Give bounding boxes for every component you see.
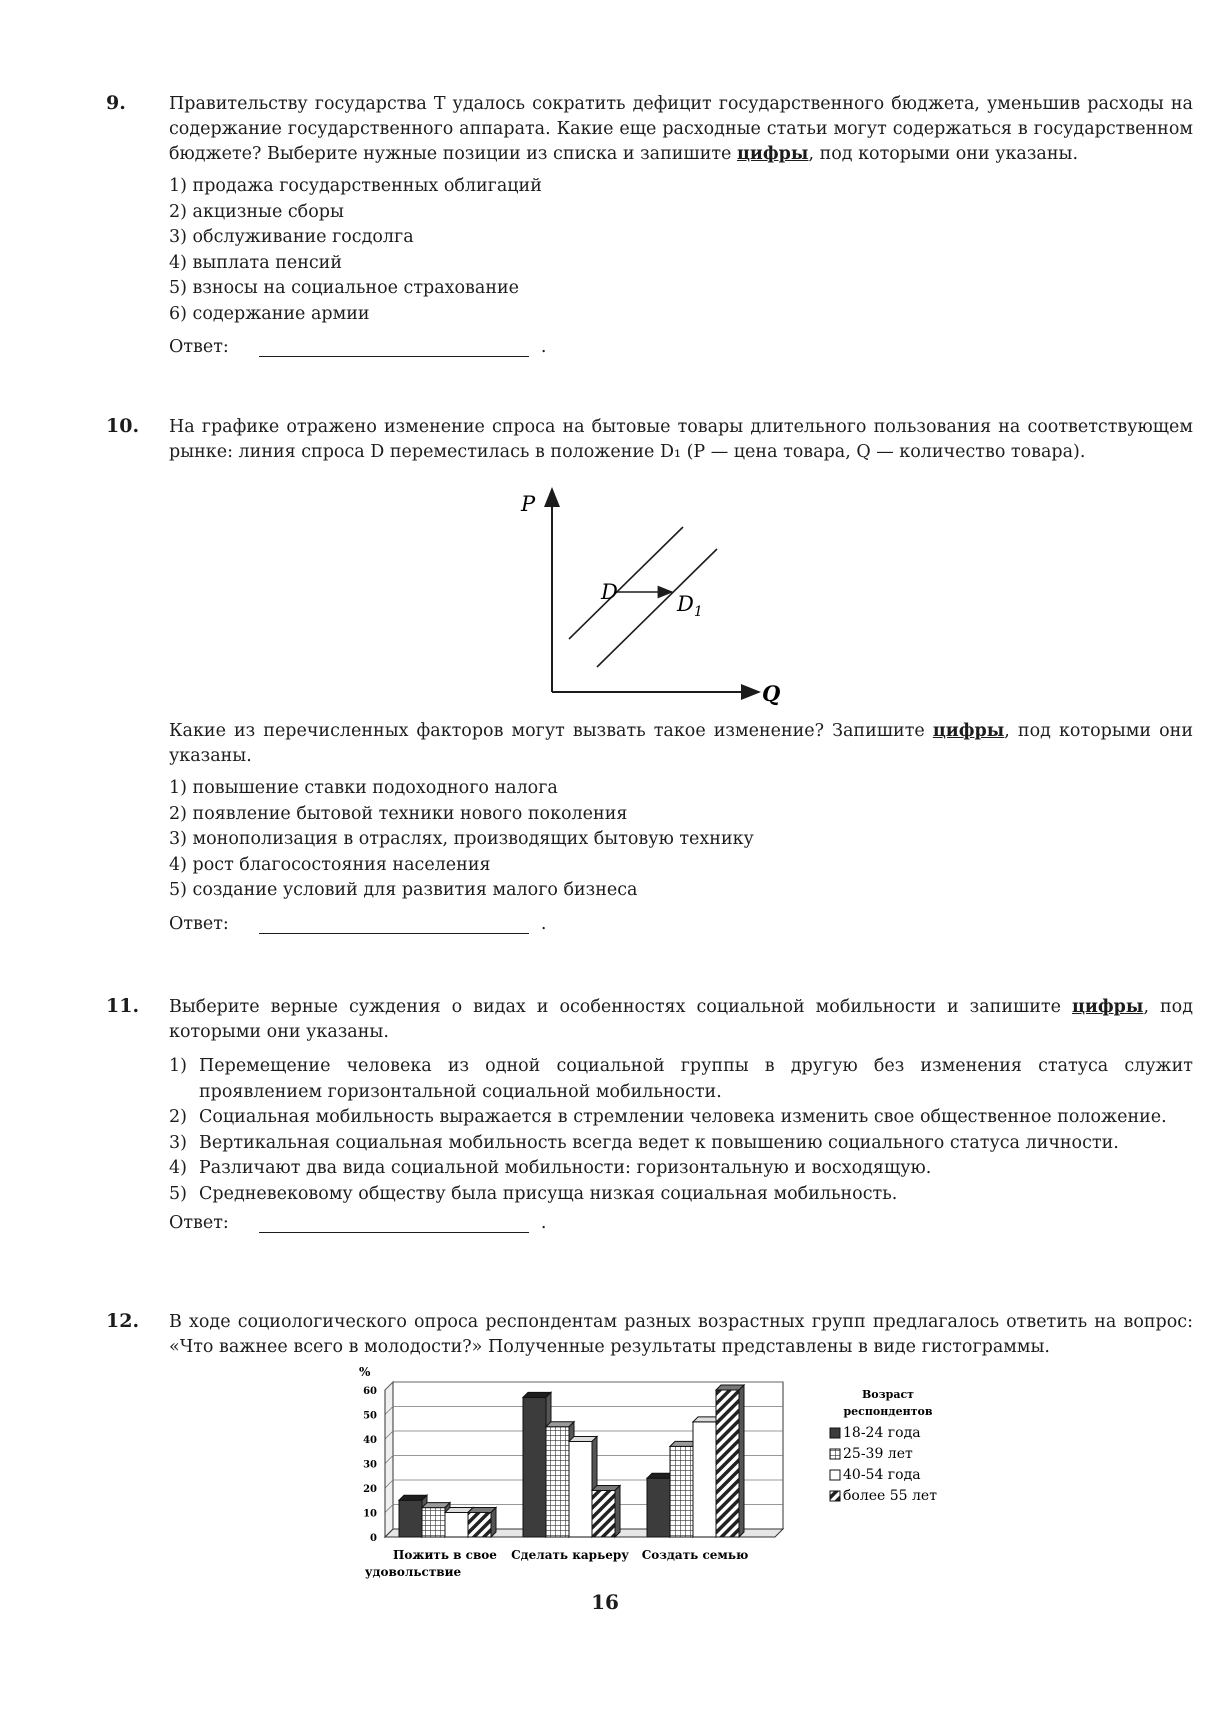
y-tick-label: 10 (363, 1508, 377, 1520)
legend-swatch (830, 1470, 840, 1480)
y-tick-label: 40 (363, 1435, 377, 1446)
option-item: 3) монополизация в отраслях, производящих бытовую технику (169, 829, 754, 849)
x-tick-label: удовольствие (364, 1565, 462, 1579)
option-item: 4) Различают два вида социальной мобильности: горизонтальную и восходящую. (169, 1158, 932, 1178)
legend-title: Возраст (862, 1388, 914, 1401)
x-tick-label: Сделать карьеру (511, 1548, 629, 1562)
task-question-2: Какие из перечисленных факторов могут вызвать такое изменение? Запишите цифры, под которыми они указаны. (169, 721, 1193, 766)
answer-label: Ответ: (169, 337, 229, 357)
task-10 (106, 415, 1196, 934)
answer-row (169, 914, 1193, 934)
legend-label: 18-24 года (843, 1425, 921, 1441)
x-tick-label: Создать семью (641, 1548, 749, 1562)
bar (716, 1390, 739, 1537)
x-tick-label: Пожить в свое (393, 1548, 497, 1562)
option-item: 4) рост благосостояния населения (169, 854, 491, 875)
answer-dot: . (540, 913, 547, 934)
y-tick-label: 20 (363, 1484, 377, 1495)
demand-shift-diagram (169, 469, 1193, 709)
option-item: 1) Перемещение человека из одной социальной группы в другую без изменения статуса служит проявлением горизонтальной социальной мобильности. (169, 1056, 1193, 1102)
y-tick-label: 60 (363, 1386, 377, 1397)
bar (523, 1397, 546, 1537)
bar (592, 1490, 615, 1537)
task-question: Правительству государства Т удалось сократить дефицит государственного бюджета, уменьшив расходы на содержание государственного аппарата. Какие еще расходные статьи могут содержаться в государственном бюджете? Выберите нужные позиции из списка и запишите цифры, под которыми они указаны. (169, 94, 1193, 164)
answer-field[interactable] (259, 338, 529, 357)
task-number: 9. (106, 92, 126, 114)
option-item: 2) акцизные сборы (169, 201, 344, 222)
option-item: 2) появление бытовой техники нового поколения (169, 803, 628, 824)
bar (670, 1446, 693, 1537)
q-axis-label: Q (762, 681, 781, 706)
bar (445, 1513, 468, 1538)
task-number: 10. (106, 415, 140, 437)
option-item: 2) Социальная мобильность выражается в стремлении человека изменить свое общественное положение. (169, 1107, 1167, 1127)
task-11 (106, 995, 1196, 1233)
y-tick-label: 0 (370, 1533, 377, 1544)
task-9 (106, 92, 1196, 357)
options-list (169, 776, 1193, 904)
legend-swatch (830, 1491, 840, 1501)
y-axis-label: % (359, 1365, 371, 1379)
legend-label: 40-54 года (843, 1467, 921, 1483)
answer-field[interactable] (259, 915, 529, 934)
answer-label: Ответ: (169, 1213, 229, 1233)
task-12 (106, 1310, 1196, 1360)
page-number: 16 (591, 1590, 619, 1614)
option-item: 5) создание условий для развития малого бизнеса (169, 880, 638, 900)
legend-swatch (830, 1449, 840, 1459)
option-item: 3) Вертикальная социальная мобильность всегда ведет к повышению социального статуса личности. (169, 1132, 1119, 1153)
bar (422, 1508, 445, 1537)
legend-title: респондентов (843, 1405, 933, 1418)
d-label: D (601, 580, 618, 604)
bar (546, 1427, 569, 1537)
y-tick-label: 30 (363, 1459, 377, 1471)
option-item: 5) взносы на социальное страхование (169, 278, 520, 298)
y-tick-label: 50 (363, 1410, 377, 1422)
demand-line-d (569, 527, 683, 639)
answer-dot: . (540, 1213, 547, 1233)
d1-label: $D_1$ (677, 592, 703, 620)
task-question: На графике отражено изменение спроса на бытовые товары длительного пользования на соответствующем рынке: линия спроса D переместилась в положение D₁ (P — цена товара, Q — количество товара). (169, 417, 1193, 462)
legend-label: 25-39 лет (843, 1446, 913, 1462)
answer-row (169, 337, 1193, 357)
histogram-chart (0, 1365, 1210, 1585)
options-list (169, 1054, 1193, 1207)
task-number: 11. (106, 995, 140, 1017)
task-question: Выберите верные суждения о видах и особенностях социальной мобильности и запишите цифры, под которыми они указаны. (169, 997, 1193, 1042)
legend-label: более 55 лет (843, 1488, 937, 1504)
bar (399, 1500, 422, 1537)
p-axis-label: P (521, 492, 536, 516)
legend-swatch (830, 1428, 840, 1438)
option-item: 1) продажа государственных облигаций (169, 176, 542, 196)
answer-row (169, 1213, 1193, 1233)
bar-side (491, 1508, 496, 1538)
option-item: 3) обслуживание госдолга (169, 227, 414, 247)
answer-label: Ответ: (169, 913, 229, 934)
options-list (169, 174, 1193, 327)
answer-field[interactable] (259, 1214, 529, 1233)
bar (693, 1422, 716, 1537)
bar (468, 1513, 491, 1538)
option-item: 5) Средневековому обществу была присуща низкая социальная мобильность. (169, 1183, 898, 1204)
option-item: 1) повышение ставки подоходного налога (169, 778, 558, 798)
bar-side (739, 1385, 744, 1537)
task-question: В ходе социологического опроса респондентам разных возрастных групп предлагалось ответить на вопрос: «Что важнее всего в молодости?» Полученные результаты представлены в виде гистограммы. (169, 1312, 1193, 1357)
answer-dot: . (540, 337, 547, 357)
task-number: 12. (106, 1310, 140, 1332)
bar-side (615, 1485, 620, 1537)
bar (569, 1441, 592, 1537)
bar (647, 1478, 670, 1537)
option-item: 6) содержание армии (169, 303, 370, 324)
option-item: 4) выплата пенсий (169, 252, 343, 273)
